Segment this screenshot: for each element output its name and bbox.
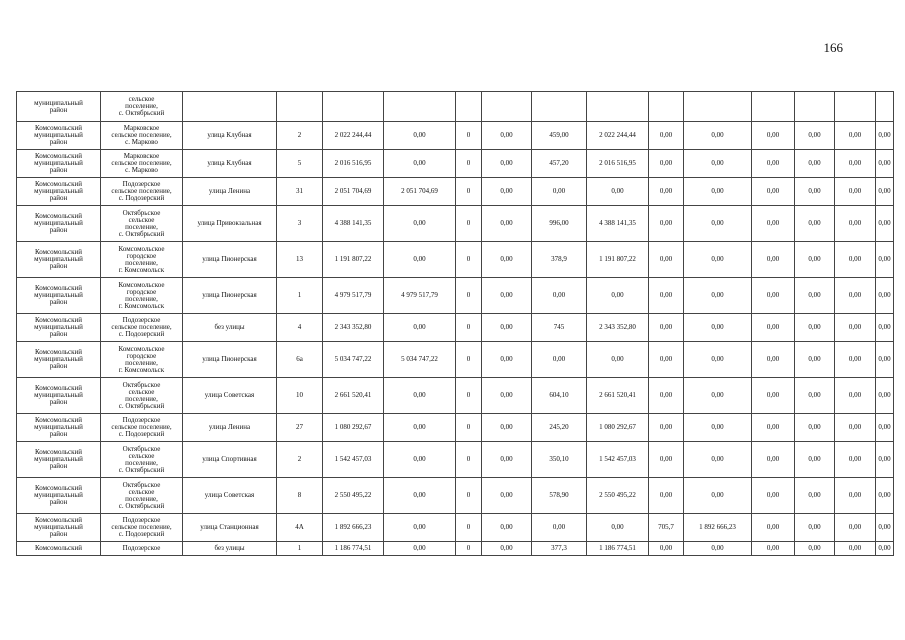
table-cell: 1 186 774,51 [587, 542, 649, 556]
table-row [17, 342, 894, 378]
table-cell [649, 92, 684, 122]
table-cell: 0,00 [482, 414, 532, 442]
table-cell: 1 080 292,67 [323, 414, 384, 442]
table-cell: 0,00 [752, 314, 795, 342]
table-cell: 0,00 [876, 278, 894, 314]
table-cell: 0,00 [752, 178, 795, 206]
table-cell [684, 92, 752, 122]
table-row [17, 442, 894, 478]
table-cell: 0,00 [752, 378, 795, 414]
table-cell: 0,00 [649, 378, 684, 414]
table-cell: 0,00 [482, 150, 532, 178]
table-cell: 0,00 [795, 242, 835, 278]
table-cell: 0,00 [795, 542, 835, 556]
table-cell: 2 016 516,95 [587, 150, 649, 178]
table-cell: 0,00 [587, 514, 649, 542]
table-cell: 1 542 457,03 [587, 442, 649, 478]
table-cell: улица Советская [183, 378, 277, 414]
table-cell: 459,00 [532, 122, 587, 150]
table-cell: 0,00 [835, 442, 876, 478]
table-cell: Комсомольский муниципальный район [17, 478, 101, 514]
table-cell: 0,00 [835, 478, 876, 514]
table-cell: 0,00 [649, 342, 684, 378]
table-cell: 0,00 [649, 478, 684, 514]
table-cell: 0,00 [684, 542, 752, 556]
table-cell: улица Привокзальная [183, 206, 277, 242]
table-cell: без улицы [183, 314, 277, 342]
table-cell: Подозерское [101, 542, 183, 556]
table-cell: 0,00 [835, 278, 876, 314]
table-cell: 1 892 666,23 [323, 514, 384, 542]
table-cell: 0 [456, 378, 482, 414]
table-cell: 0,00 [384, 150, 456, 178]
table-cell: 3 [277, 206, 323, 242]
table-cell: 0,00 [684, 278, 752, 314]
table-cell [587, 92, 649, 122]
table-cell: 0,00 [587, 278, 649, 314]
table-cell: 4 979 517,79 [323, 278, 384, 314]
table-cell [456, 92, 482, 122]
table-cell: 1 542 457,03 [323, 442, 384, 478]
table-cell [876, 92, 894, 122]
table-cell: 0 [456, 478, 482, 514]
table-cell: 0,00 [876, 378, 894, 414]
table-cell: Комсомольское городское поселение, г. Комсомольск [101, 278, 183, 314]
table-cell [482, 92, 532, 122]
table-cell: 0,00 [684, 414, 752, 442]
table-cell: 2 550 495,22 [323, 478, 384, 514]
table-cell: 0,00 [752, 150, 795, 178]
table-cell: 8 [277, 478, 323, 514]
table-cell: 0,00 [684, 150, 752, 178]
table-cell: Комсомольское городское поселение, г. Комсомольск [101, 242, 183, 278]
table-row [17, 92, 894, 122]
table-cell [532, 92, 587, 122]
table-cell: 0,00 [795, 414, 835, 442]
table-cell: 0,00 [835, 414, 876, 442]
table-cell: 0 [456, 278, 482, 314]
table-cell: 0,00 [876, 414, 894, 442]
table-cell: 0,00 [752, 242, 795, 278]
table-cell: Комсомольский муниципальный район [17, 150, 101, 178]
table-cell: 0,00 [384, 378, 456, 414]
table-cell: 4 [277, 314, 323, 342]
table-cell: 1 080 292,67 [587, 414, 649, 442]
table-cell: Комсомольский муниципальный район [17, 378, 101, 414]
table-cell: 0,00 [795, 206, 835, 242]
table-cell: 578,90 [532, 478, 587, 514]
table-cell [183, 92, 277, 122]
table-cell: 0,00 [684, 206, 752, 242]
table-cell: 0,00 [482, 278, 532, 314]
table-cell: 27 [277, 414, 323, 442]
table-cell: 0,00 [795, 378, 835, 414]
table-cell: 0,00 [482, 206, 532, 242]
table-cell: 0,00 [876, 314, 894, 342]
table-cell: 0,00 [587, 178, 649, 206]
table-cell: улица Пионерская [183, 278, 277, 314]
table-cell: 0,00 [752, 414, 795, 442]
table-cell: 0,00 [649, 178, 684, 206]
table-cell: 377,3 [532, 542, 587, 556]
table-cell: 10 [277, 378, 323, 414]
table-cell: Марковское сельское поселение, с. Марково [101, 122, 183, 150]
table-cell: 0,00 [532, 514, 587, 542]
table-cell: 0 [456, 342, 482, 378]
table-cell: 0,00 [649, 242, 684, 278]
table-cell: муниципальный район [17, 92, 101, 122]
table-cell: 0,00 [649, 278, 684, 314]
table-cell: 0,00 [752, 442, 795, 478]
table-cell: Комсомольский муниципальный район [17, 414, 101, 442]
table-cell: 0,00 [876, 442, 894, 478]
table-cell: 0 [456, 206, 482, 242]
table-cell: 0,00 [482, 342, 532, 378]
table-cell: 0,00 [384, 206, 456, 242]
table-cell: 350,10 [532, 442, 587, 478]
table-cell: улица Ленина [183, 414, 277, 442]
table-cell: 0,00 [384, 314, 456, 342]
table-cell: 0,00 [532, 342, 587, 378]
table-cell: 0,00 [795, 178, 835, 206]
table-cell: 745 [532, 314, 587, 342]
data-table [16, 91, 894, 556]
table-cell: 0,00 [876, 206, 894, 242]
table-cell: 0,00 [684, 478, 752, 514]
table-cell: 0,00 [876, 150, 894, 178]
table-cell: 1 191 807,22 [587, 242, 649, 278]
table-cell: 0,00 [752, 206, 795, 242]
table-cell: 0,00 [795, 314, 835, 342]
table-cell: 0,00 [876, 542, 894, 556]
table-cell: 2 022 244,44 [323, 122, 384, 150]
table-cell: 2 343 352,80 [587, 314, 649, 342]
table-cell: улица Спортивная [183, 442, 277, 478]
table-cell: 0,00 [587, 342, 649, 378]
table-row [17, 122, 894, 150]
table-cell: улица Клубная [183, 150, 277, 178]
table-cell: Подозерское сельское поселение, с. Подозерский [101, 514, 183, 542]
table-row [17, 378, 894, 414]
table-row [17, 414, 894, 442]
table-cell: 0,00 [532, 178, 587, 206]
table-cell: 0,00 [482, 178, 532, 206]
table-cell: Октябрьское сельское поселение, с. Октябрьский [101, 206, 183, 242]
table-cell: 0,00 [482, 378, 532, 414]
table-cell: 0,00 [835, 150, 876, 178]
table-cell: Комсомольский муниципальный район [17, 278, 101, 314]
table-cell: 0,00 [795, 514, 835, 542]
table-cell: 0,00 [384, 442, 456, 478]
table-cell: 0,00 [482, 542, 532, 556]
table-cell: Октябрьское сельское поселение, с. Октябрьский [101, 442, 183, 478]
table-cell: 0,00 [752, 514, 795, 542]
table-row [17, 206, 894, 242]
table-cell: 2 051 704,69 [384, 178, 456, 206]
table-cell: 0,00 [752, 278, 795, 314]
table-cell: 0,00 [876, 242, 894, 278]
table-cell: Комсомольский муниципальный район [17, 242, 101, 278]
table-cell: 31 [277, 178, 323, 206]
table-cell: 0,00 [835, 242, 876, 278]
table-cell: 2 343 352,80 [323, 314, 384, 342]
table-cell: 1 892 666,23 [684, 514, 752, 542]
table-cell: 0,00 [795, 122, 835, 150]
table-cell: Комсомольский муниципальный район [17, 342, 101, 378]
table-cell: 2 051 704,69 [323, 178, 384, 206]
table-cell: 0,00 [649, 442, 684, 478]
table-cell: 457,20 [532, 150, 587, 178]
table-cell: Комсомольское городское поселение, г. Комсомольск [101, 342, 183, 378]
table-cell: 2 661 520,41 [587, 378, 649, 414]
table-cell: 0,00 [835, 206, 876, 242]
table-cell: 0,00 [795, 342, 835, 378]
table-cell: 0,00 [876, 478, 894, 514]
table-cell [323, 92, 384, 122]
table-cell: 0,00 [752, 542, 795, 556]
table-cell: 0,00 [835, 314, 876, 342]
table-cell: улица Клубная [183, 122, 277, 150]
table-cell: 5 034 747,22 [323, 342, 384, 378]
table-cell: Комсомольский муниципальный район [17, 442, 101, 478]
table-cell: 0,00 [482, 314, 532, 342]
table-cell: 0 [456, 514, 482, 542]
table-cell: 0 [456, 542, 482, 556]
table-cell: 2 [277, 122, 323, 150]
table-cell: 1 [277, 542, 323, 556]
table-cell: 0,00 [684, 378, 752, 414]
table-row [17, 514, 894, 542]
table-cell: 4 388 141,35 [323, 206, 384, 242]
table-cell: 0,00 [684, 442, 752, 478]
table-cell: 0,00 [649, 314, 684, 342]
table-cell: 0,00 [649, 206, 684, 242]
table-cell: Комсомольский муниципальный район [17, 206, 101, 242]
table-cell: улица Ленина [183, 178, 277, 206]
table-cell: 0,00 [684, 314, 752, 342]
table-cell: 0,00 [835, 342, 876, 378]
table-row [17, 314, 894, 342]
table-row [17, 478, 894, 514]
table-cell: 378,9 [532, 242, 587, 278]
table-cell: 0 [456, 178, 482, 206]
table-cell: улица Пионерская [183, 242, 277, 278]
table-cell [277, 92, 323, 122]
table-cell: 0,00 [482, 514, 532, 542]
table-cell: 0 [456, 314, 482, 342]
table-cell: 2 661 520,41 [323, 378, 384, 414]
table-cell: 0,00 [649, 122, 684, 150]
table-cell [384, 92, 456, 122]
table-cell: Комсомольский муниципальный район [17, 122, 101, 150]
table-cell: 0,00 [482, 478, 532, 514]
table-cell: Комсомольский [17, 542, 101, 556]
table-cell: 705,7 [649, 514, 684, 542]
table-cell: 0,00 [752, 342, 795, 378]
table-cell: 0,00 [384, 514, 456, 542]
table-cell: улица Пионерская [183, 342, 277, 378]
table-cell: 0,00 [384, 242, 456, 278]
table-cell: 4А [277, 514, 323, 542]
table-cell: 0,00 [795, 442, 835, 478]
table-row [17, 242, 894, 278]
table-cell: 0,00 [835, 378, 876, 414]
table-cell: 2 022 244,44 [587, 122, 649, 150]
table-cell: 0 [456, 122, 482, 150]
table-cell: Марковское сельское поселение, с. Марково [101, 150, 183, 178]
table-cell: Подозерское сельское поселение, с. Подозерский [101, 414, 183, 442]
table-cell: 0 [456, 414, 482, 442]
table-cell: Комсомольский муниципальный район [17, 314, 101, 342]
table-cell: 0 [456, 242, 482, 278]
table-cell: 1 186 774,51 [323, 542, 384, 556]
table-cell: Октябрьское сельское поселение, с. Октябрьский [101, 478, 183, 514]
table-cell: 0,00 [752, 122, 795, 150]
table-cell: 0,00 [752, 478, 795, 514]
table-cell: без улицы [183, 542, 277, 556]
table-cell: улица Станционная [183, 514, 277, 542]
table-cell [835, 92, 876, 122]
page-number: 166 [823, 40, 843, 55]
table-cell: 0,00 [876, 342, 894, 378]
table-cell: 0,00 [835, 122, 876, 150]
table-cell: 13 [277, 242, 323, 278]
table-cell: Октябрьское сельское поселение, с. Октябрьский [101, 378, 183, 414]
table-cell: 2 [277, 442, 323, 478]
table-cell [752, 92, 795, 122]
table-row [17, 150, 894, 178]
table-cell: 0 [456, 150, 482, 178]
table-cell: 4 979 517,79 [384, 278, 456, 314]
table-row [17, 278, 894, 314]
table-cell: 1 [277, 278, 323, 314]
table-cell: 0,00 [684, 122, 752, 150]
table-cell: 0,00 [795, 278, 835, 314]
table-cell: 2 550 495,22 [587, 478, 649, 514]
table-cell: 245,20 [532, 414, 587, 442]
table-cell: сельское поселение, с. Октябрьский [101, 92, 183, 122]
table-cell: 0,00 [876, 122, 894, 150]
table-cell: 0,00 [684, 342, 752, 378]
table-cell: 5 034 747,22 [384, 342, 456, 378]
table-cell: 0,00 [384, 122, 456, 150]
table-cell: 0,00 [835, 178, 876, 206]
table-cell: 0,00 [876, 178, 894, 206]
table-cell: 5 [277, 150, 323, 178]
table-cell: 0,00 [835, 542, 876, 556]
table-cell: 0,00 [795, 478, 835, 514]
table-cell: 0,00 [384, 414, 456, 442]
table-cell: Комсомольский муниципальный район [17, 178, 101, 206]
table-cell: 0,00 [684, 242, 752, 278]
table-cell: 1 191 807,22 [323, 242, 384, 278]
table-row [17, 542, 894, 556]
table-cell: 0,00 [482, 242, 532, 278]
table-cell: 0,00 [835, 514, 876, 542]
table-cell: 604,10 [532, 378, 587, 414]
table-cell: 0,00 [482, 122, 532, 150]
table-cell: 0,00 [876, 514, 894, 542]
table-cell: 0,00 [649, 414, 684, 442]
table-cell: 0,00 [684, 178, 752, 206]
table-cell: 0 [456, 442, 482, 478]
table-cell: Подозерское сельское поселение, с. Подозерский [101, 314, 183, 342]
table-cell: улица Советская [183, 478, 277, 514]
table-cell: 0,00 [384, 542, 456, 556]
table-cell: Комсомольский муниципальный район [17, 514, 101, 542]
table-cell: 996,00 [532, 206, 587, 242]
table-row [17, 178, 894, 206]
table-cell: 0,00 [532, 278, 587, 314]
table-cell: Подозерское сельское поселение, с. Подозерский [101, 178, 183, 206]
table-cell: 0,00 [649, 542, 684, 556]
table-cell: 0,00 [384, 478, 456, 514]
table-cell: 2 016 516,95 [323, 150, 384, 178]
table-cell: 4 388 141,35 [587, 206, 649, 242]
table-cell: 6а [277, 342, 323, 378]
table-cell [795, 92, 835, 122]
table-cell: 0,00 [482, 442, 532, 478]
table-cell: 0,00 [795, 150, 835, 178]
table-cell: 0,00 [649, 150, 684, 178]
